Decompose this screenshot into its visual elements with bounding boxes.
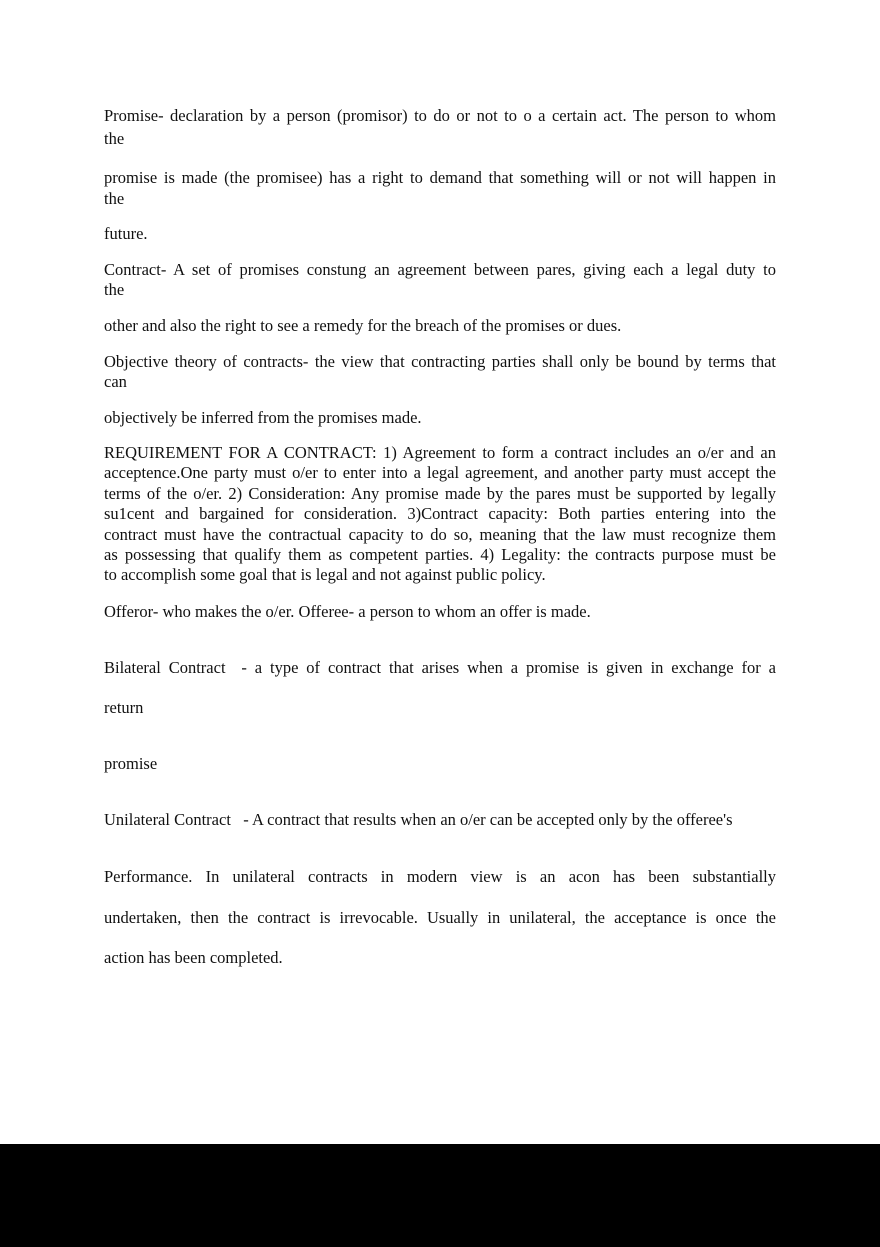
unilateral-contract-line-2: Performance. In unilateral contracts in modern view is an acon has been substantially [104, 867, 776, 886]
objective-theory-line-3: objectively be inferred from the promises made. [104, 408, 422, 427]
offeror-definition: Offeror- who makes the o/er. Offeree- a person to whom an offer is made. [104, 602, 591, 621]
promise-definition-line-3: promise is made (the promisee) has a right to demand that something will or not will happen in [104, 168, 776, 187]
promise-definition-line-4: the [104, 189, 125, 208]
objective-theory-line-1: Objective theory of contracts- the view that contracting parties shall only be bound by terms that [104, 352, 776, 371]
bilateral-contract-line-2: return [104, 698, 144, 717]
requirements-line-6: as possessing that qualify them as competent parties. 4) Legality: the contracts purpose must be [104, 545, 776, 565]
bilateral-contract-line-1: Bilateral Contract - a type of contract that arises when a promise is given in exchange for a [104, 658, 776, 677]
requirements-line-1: REQUIREMENT FOR A CONTRACT: 1) Agreement to form a contract includes an o/er and an [104, 443, 776, 462]
page-bottom-black-band [0, 1144, 880, 1247]
requirements-paragraph [104, 443, 776, 586]
contract-definition-line-1: Contract- A set of promises constung an agreement between pares, giving each a legal duty to [104, 260, 776, 279]
requirements-line-7: to accomplish some goal that is legal and not against public policy. [104, 565, 546, 585]
objective-theory-line-2: can [104, 372, 127, 391]
requirements-line-2: acceptence.One party must o/er to enter into a legal agreement, and another party must accept the [104, 463, 776, 483]
unilateral-contract-line-3: undertaken, then the contract is irrevocable. Usually in unilateral, the acceptance is once the [104, 908, 776, 927]
contract-definition-line-3: other and also the right to see a remedy for the breach of the promises or dues. [104, 316, 622, 335]
requirements-line-4: su1cent and bargained for consideration. 3)Contract capacity: Both parties entering into the [104, 504, 776, 524]
promise-definition-line-5: future. [104, 224, 148, 243]
requirements-line-5: contract must have the contractual capacity to do so, meaning that the law must recognize them [104, 524, 776, 544]
unilateral-contract-line-4: action has been completed. [104, 948, 283, 967]
requirements-line-3: terms of the o/er. 2) Consideration: Any promise made by the pares must be supported by legally [104, 483, 776, 503]
unilateral-contract-line-1: Unilateral Contract - A contract that results when an o/er can be accepted only by the offeree's [104, 810, 733, 829]
contract-definition-line-2: the [104, 280, 125, 299]
promise-definition-line-1: Promise- declaration by a person (promisor) to do or not to o a certain act. The person to whom [104, 106, 776, 125]
bilateral-contract-line-3: promise [104, 754, 158, 773]
promise-definition-line-2: the [104, 129, 125, 148]
